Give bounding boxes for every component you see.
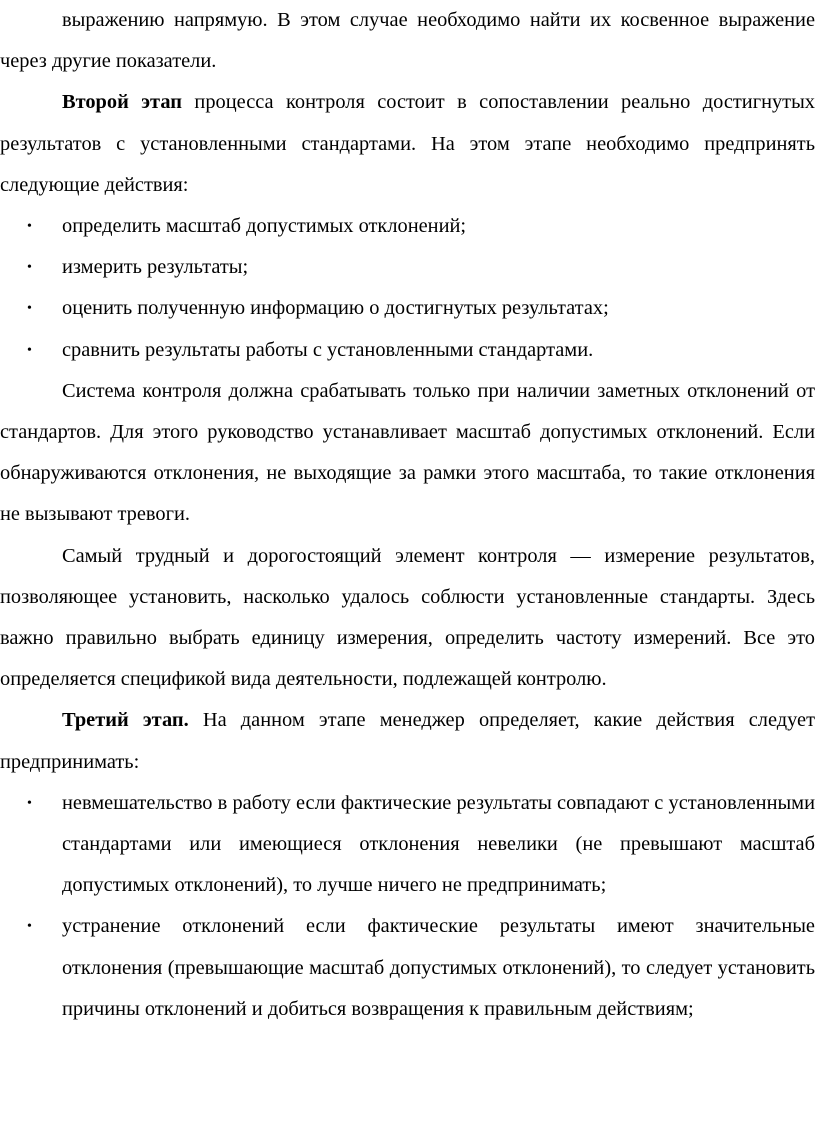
bullet-list-actions xyxy=(0,206,815,371)
paragraph-measurement xyxy=(0,536,815,701)
paragraph-second-stage xyxy=(0,82,815,206)
paragraph-text: процесса контроля состоит в сопоставлении реально достигнутых результатов с установленными стандартами. На этом этапе необходимо предпринять следующие действия: xyxy=(0,91,815,196)
list-item xyxy=(0,330,815,371)
bullet-icon: • xyxy=(27,260,32,276)
paragraph-text: выражению напрямую. В этом случае необходимо найти их косвенное выражение через другие показатели. xyxy=(0,9,815,73)
list-item-text: невмешательство в работу если фактические результаты совпадают с установленными стандартами или имеющиеся отклонения невелики (не превышают масштаб допустимых отклонений), то лучше ничего не предпринимать; xyxy=(62,791,815,897)
bold-heading-second-stage: Второй этап xyxy=(62,91,182,114)
list-item-text: устранение отклонений если фактические результаты имеют значительные отклонения (превышающие масштаб допустимых отклонений), то следует установить причины отклонений и добиться возвращения к правильным действиям; xyxy=(62,915,815,1020)
list-item-text: измерить результаты; xyxy=(62,256,249,279)
bullet-icon: • xyxy=(27,342,32,358)
list-item xyxy=(0,906,815,1030)
bold-heading-third-stage: Третий этап. xyxy=(62,709,189,732)
paragraph-intro-continuation xyxy=(0,0,815,82)
bullet-list-manager-actions xyxy=(0,783,815,1030)
list-item-text: сравнить результаты работы с установленными стандартами. xyxy=(62,338,594,361)
list-item xyxy=(0,206,815,247)
list-item-text: оценить полученную информацию о достигнутых результатах; xyxy=(62,297,609,320)
list-item xyxy=(0,783,815,907)
paragraph-text: Система контроля должна срабатывать только при наличии заметных отклонений от стандартов. Для этого руководство устанавливает масштаб допустимых отклонений. Если обнаруживаются отклонения, не выходящие за рамки этого масштаба, то такие отклонения не вызывают тревоги. xyxy=(0,379,815,526)
list-item xyxy=(0,247,815,288)
bullet-icon: • xyxy=(27,219,32,235)
bullet-icon: • xyxy=(27,795,32,811)
paragraph-third-stage xyxy=(0,700,815,782)
list-item xyxy=(0,288,815,329)
bullet-icon: • xyxy=(27,301,32,317)
list-item-text: определить масштаб допустимых отклонений; xyxy=(62,215,467,238)
paragraph-text: Самый трудный и дорогостоящий элемент контроля — измерение результатов, позволяющее установить, насколько удалось соблюсти установленные стандарты. Здесь важно правильно выбрать единицу измерения, определить частоту измерений. Все это определяется спецификой вида деятельности, подлежащей контролю. xyxy=(0,544,815,691)
bullet-icon: • xyxy=(27,919,32,935)
paragraph-text: На данном этапе менеджер определяет, какие действия следует предпринимать: xyxy=(0,709,815,773)
paragraph-control-system xyxy=(0,371,815,536)
